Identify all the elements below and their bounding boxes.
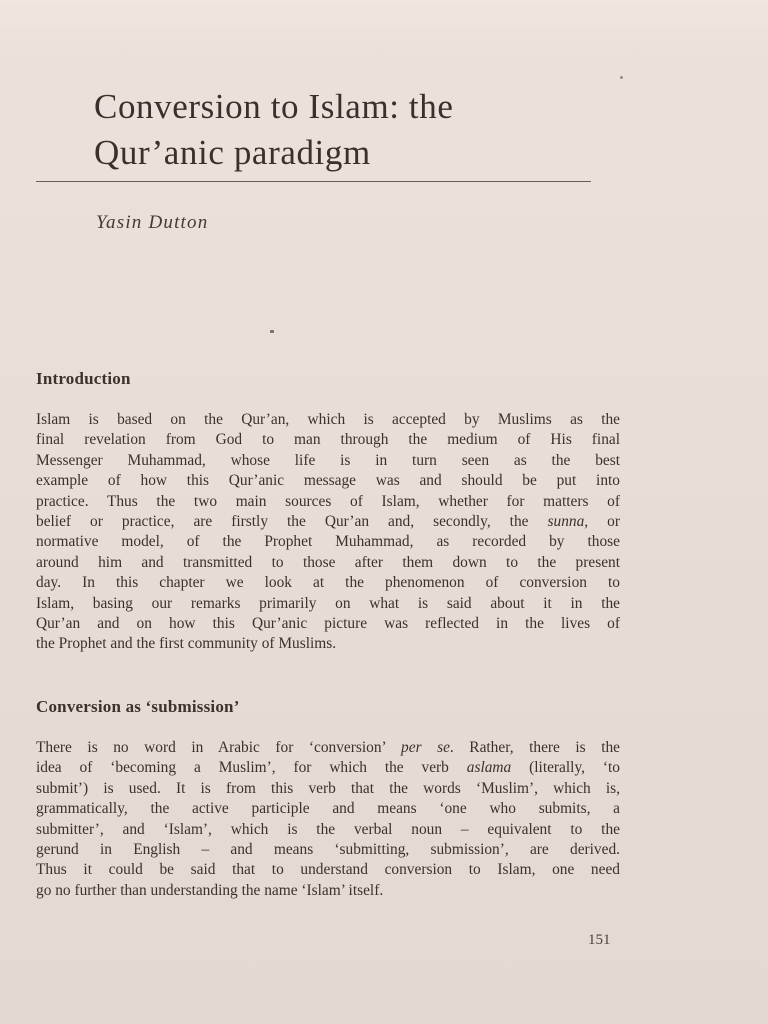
- paragraph-line: around him and transmitted to those after them down to the present: [36, 553, 620, 571]
- paragraph-line: Islam is based on the Qur’an, which is accepted by Muslims as the: [36, 411, 620, 428]
- paragraph-line: submitter’, and ‘Islam’, which is the verbal noun – equivalent to the: [36, 820, 620, 838]
- paragraph-line: Thus it could be said that to understand conversion to Islam, one need: [36, 861, 620, 879]
- print-speck: [620, 76, 623, 79]
- page-top-edge: [0, 0, 768, 48]
- paragraph-line: go no further than understanding the name ‘Islam’ itself.: [36, 881, 384, 899]
- paragraph-line: There is no word in Arabic for ‘conversion’ per se. Rather, there is the: [36, 739, 620, 756]
- italic-term: per se: [401, 739, 450, 756]
- chapter-title: [94, 84, 654, 176]
- print-speck: [270, 330, 274, 333]
- paragraph-line: day. In this chapter we look at the phenomenon of conversion to: [36, 574, 620, 592]
- paragraph-line: gerund in English – and means ‘submitting, submission’, are derived.: [36, 841, 620, 859]
- paragraph-line: Islam, basing our remarks primarily on what is said about it in the: [36, 594, 620, 612]
- paragraph-line: the Prophet and the first community of Muslims.: [36, 635, 337, 653]
- paragraph-line: grammatically, the active participle and means ‘one who submits, a: [36, 800, 620, 818]
- paragraph-line: practice. Thus the two main sources of Islam, whether for matters of: [36, 492, 620, 510]
- section-heading-introduction: Introduction: [36, 369, 131, 388]
- paragraph-line: Qur’an and on how this Qur’anic picture was reflected in the lives of: [36, 615, 620, 633]
- paragraph-line: submit’) is used. It is from this verb that the words ‘Muslim’, which is,: [36, 779, 620, 797]
- chapter-title-line-1: Conversion to Islam: the: [94, 87, 454, 126]
- italic-term: aslama: [466, 759, 512, 777]
- paragraph-line: final revelation from God to man through the medium of His final: [36, 431, 620, 449]
- author-name: Yasin Dutton: [96, 212, 209, 233]
- section-heading-conversion: Conversion as ‘submission’: [36, 697, 240, 716]
- introduction-paragraph: [36, 410, 620, 655]
- conversion-paragraph: [36, 738, 620, 901]
- paragraph-line: example of how this Qur’anic message was and should be put into: [36, 472, 620, 490]
- paragraph-line: belief or practice, are firstly the Qur’an and, secondly, the sunna, or: [36, 513, 620, 531]
- chapter-title-line-2: Qur’anic paradigm: [94, 133, 371, 172]
- paragraph-line: normative model, of the Prophet Muhammad, as recorded by those: [36, 533, 620, 551]
- paragraph-line: Messenger Muhammad, whose life is in turn seen as the best: [36, 451, 620, 469]
- paragraph-line: idea of ‘becoming a Muslim’, for which the verb aslama (literally, ‘to: [36, 759, 620, 777]
- italic-term: sunna: [547, 513, 585, 531]
- title-rule: [36, 181, 591, 182]
- page-number: 151: [588, 932, 611, 948]
